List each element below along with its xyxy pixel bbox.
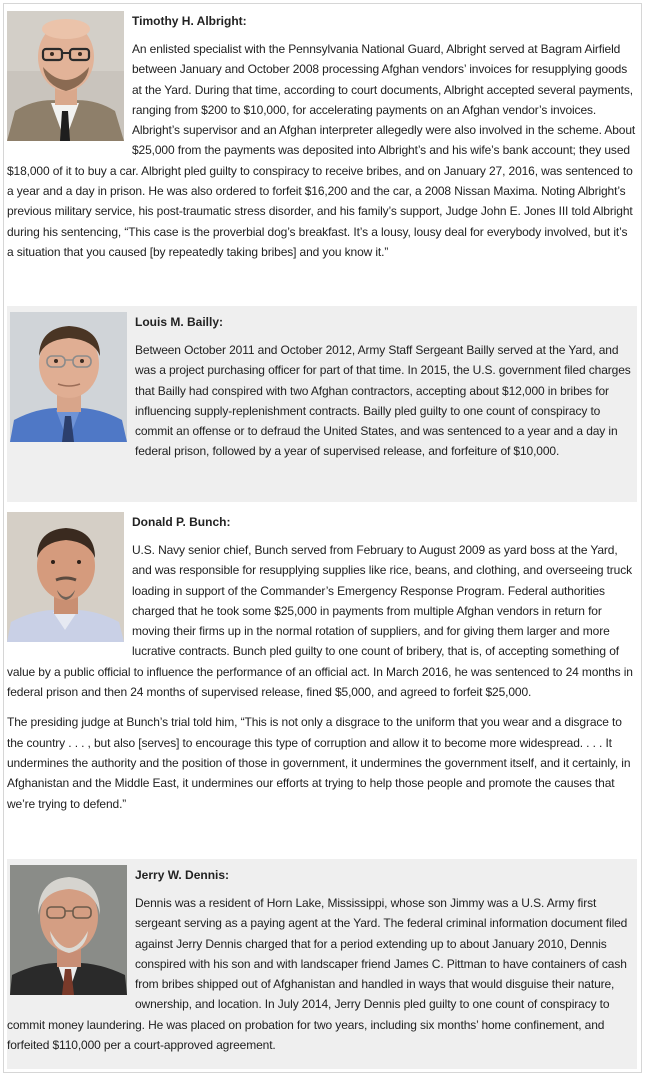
entry-name: Jerry W. Dennis: bbox=[135, 868, 230, 882]
entry-body: Dennis was a resident of Horn Lake, Mississippi, whose son Jimmy was a U.S. Army first sergeant serving as a paying agent at the Yard. The federal criminal information document filed against Jerry Dennis charged that for a period extending up to about January 2010, Dennis conspired with his son and with landscaper friend James C. Pittman to have containers of cash from bribes shipped out of Afghanistan and handled in ways that would disguise their nature, ownership, and location. In July 2014, Jerry Dennis pled guilty to one count of conspiracy to commit money laundering. He was placed on probation for two years, including six months’ home confinement, and forfeited $110,000 per a court-approved agreement. bbox=[7, 896, 628, 1053]
entry-name: Donald P. Bunch: bbox=[132, 515, 231, 529]
profile-entry-bunch bbox=[7, 512, 637, 818]
profile-entry-dennis bbox=[7, 859, 637, 1069]
mugshot-photo-bailly bbox=[10, 312, 127, 442]
entry-body: Between October 2011 and October 2012, Army Staff Sergeant Bailly served at the Yard, and was a project purchasing officer for part of that time. In 2015, the U.S. government filed charges that Bailly had conspired with two Afghan contractors, accepting about $12,000 in bribes for influencing supply-replenishment contracts. Bailly pled guilty to one count of conspiracy to commit an offense or to defraud the United States, and was sentenced to a year and a day in federal prison, followed by a year of supervised release, and forfeiture of $10,000. bbox=[135, 343, 631, 459]
mugshot-photo-dennis bbox=[10, 865, 127, 995]
entry-name: Timothy H. Albright: bbox=[132, 14, 247, 28]
mugshot-photo-bunch bbox=[7, 512, 124, 642]
profile-entry-albright bbox=[7, 11, 637, 266]
entry-body: An enlisted specialist with the Pennsylvania National Guard, Albright served at Bagram Airfield between January and October 2008 processing Afghan vendors’ invoices for resupplying goods at the Yard. During that time, according to court documents, Albright accepted several payments, ranging from $200 to $10,000, for accelerating payments on an Afghan vendor’s invoices. Albright’s supervisor and an Afghan interpreter allegedly were also involved in the scheme. About $25,000 from the payments was deposited into Albright’s and his wife’s bank account; they used $18,000 of it to buy a car. Albright pled guilty to conspiracy to receive bribes, and on January 27, 2016, was sentenced to a year and a day in prison. He was also ordered to forfeit $16,200 and the car, a 2008 Nissan Maxima. Noting Albright’s previous military service, his post-traumatic stress disorder, and his family’s support, Judge John E. Jones III told Albright during his sentencing, “This case is the proverbial dog’s breakfast. It’s a lousy, lousy deal for everybody involved, but it’s a situation that you caused [by repeatedly taking bribes] and you know it.” bbox=[7, 42, 636, 259]
profile-entry-bailly bbox=[7, 306, 637, 502]
entry-name: Louis M. Bailly: bbox=[135, 315, 224, 329]
mugshot-photo-albright bbox=[7, 11, 124, 141]
entry-body-quote: The presiding judge at Bunch’s trial told him, “This is not only a disgrace to the uniform that you wear and a disgrace to the country . . . , but also [serves] to encourage this type of corruption and allow it to become more widespread. . . . It undermines the authority and the position of those in government, it undermines the government itself, and it certainly, in Afghanistan and the Middle East, it undermines our efforts at trying to help those people and promote the causes that we’re trying to defend.” bbox=[7, 715, 631, 811]
entry-body: U.S. Navy senior chief, Bunch served from February to August 2009 as yard boss at the Yard, and was responsible for resupplying supplies like rice, beans, and clothing, and overseeing truck loading in support of the Commander’s Emergency Response Program. Federal authorities charged that he took some $25,000 in payments from multiple Afghan vendors in return for moving their firms up in the normal rotation of suppliers, and for giving them larger and more lucrative contracts. Bunch pled guilty to one count of bribery, that is, of accepting something of value by a public official to influence the performance of an official act. In March 2016, he was sentenced to 24 months in federal prison and then 24 months of supervised release, fined $5,000, and agreed to forfeit $25,000. bbox=[7, 543, 633, 700]
